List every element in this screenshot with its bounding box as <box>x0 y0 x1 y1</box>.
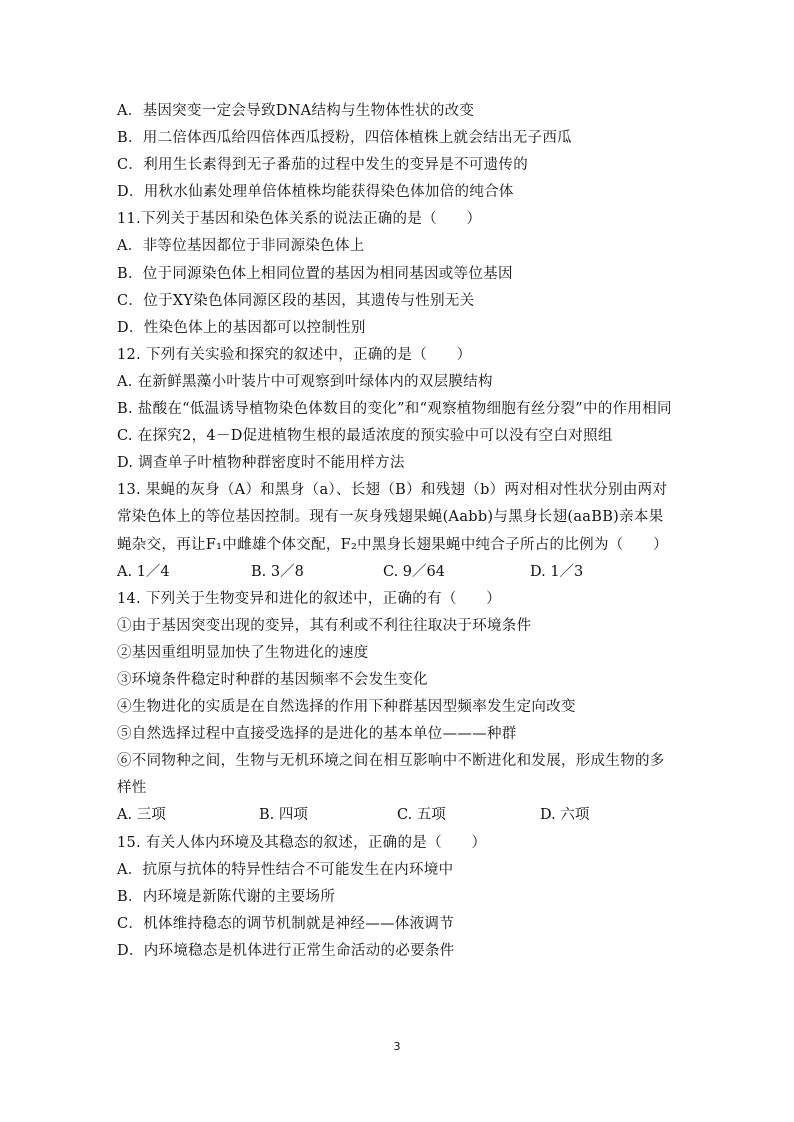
q13-options <box>117 559 677 586</box>
q11-option-b: B．位于同源染色体上相同位置的基因为相同基因或等位基因 <box>117 265 513 282</box>
q15-stem: 15. 有关人体内环境及其稳态的叙述，正确的是（ ） <box>117 834 487 851</box>
question-12 <box>117 342 677 477</box>
q15-option-d: D．内环境稳态是机体进行正常生命活动的必要条件 <box>117 942 455 959</box>
exam-page <box>117 98 677 965</box>
question-11 <box>117 206 677 341</box>
question-13 <box>117 477 677 585</box>
q14-options <box>117 802 677 829</box>
q14-statement-3: ③环境条件稳定时种群的基因频率不会发生变化 <box>117 671 428 688</box>
q12-option-a: A. 在新鲜黑藻小叶装片中可观察到叶绿体内的双层膜结构 <box>117 373 493 390</box>
q11-option-c: C．位于XY染色体同源区段的基因，其遗传与性别无关 <box>117 292 475 309</box>
q14-option-c: C. 五项 <box>397 807 446 824</box>
q13-option-c: C. 9／64 <box>383 563 445 580</box>
q13-option-a: A. 1／4 <box>117 563 170 580</box>
question-15 <box>117 830 677 965</box>
q12-stem: 12. 下列有关实验和探究的叙述中，正确的是（ ） <box>117 346 472 363</box>
page-number: 3 <box>393 1040 401 1053</box>
q13-option-b: B. 3／8 <box>251 563 304 580</box>
q14-statement-2: ②基因重组明显加快了生物进化的速度 <box>117 644 369 661</box>
q11-option-a: A．非等位基因都位于非同源染色体上 <box>117 238 365 255</box>
q14-statement-5: ⑤自然选择过程中直接受选择的是进化的基本单位———种群 <box>117 726 517 743</box>
q10-option-d: D．用秋水仙素处理单倍体植株均能获得染色体加倍的纯合体 <box>117 184 514 201</box>
q12-option-d: D. 调查单子叶植物种群密度时不能用样方法 <box>117 455 405 472</box>
q14-stem: 14. 下列关于生物变异和进化的叙述中，正确的有（ ） <box>117 590 502 607</box>
q12-option-b: B. 盐酸在“低温诱导植物染色体数目的变化”和“观察植物细胞有丝分裂”中的作用相同 <box>117 401 672 418</box>
q14-statement-6: ⑥不同物种之间，生物与无机环境之间在相互影响中不断进化和发展，形成生物的多样性 <box>117 753 665 797</box>
q11-stem: 11.下列关于基因和染色体关系的说法正确的是（ ） <box>117 211 482 228</box>
q14-statement-4: ④生物进化的实质是在自然选择的作用下种群基因型频率发生定向改变 <box>117 699 576 716</box>
q10-option-a: A．基因突变一定会导致DNA结构与生物体性状的改变 <box>117 103 475 119</box>
q15-option-a: A．抗原与抗体的特异性结合不可能发生在内环境中 <box>117 861 454 878</box>
q11-option-d: D．性染色体上的基因都可以控制性别 <box>117 319 366 336</box>
q12-option-c: C. 在探究2，4－D促进植物生根的最适浓度的预实验中可以没有空白对照组 <box>117 428 613 445</box>
question-14 <box>117 586 677 830</box>
q15-option-c: C．机体维持稳态的调节机制就是神经——体液调节 <box>117 915 454 932</box>
q13-option-d: D. 1／3 <box>530 563 584 580</box>
q14-option-d: D. 六项 <box>540 807 590 824</box>
q13-stem: 13. 果蝇的灰身（A）和黑身（a）、长翅（B）和残翅（b）两对相对性状分别由两对常染色体上的等位基因控制。现有一灰身残翅果蝇(Aabb)与黑身长翅(aaBB)亲本果蝇杂交，再让F₁中雌雄个体交配，F₂中黑身长翅果蝇中纯合子所占的比例为（ ） <box>117 482 668 553</box>
q14-statement-1: ①由于基因突变出现的变异，其有利或不利往往取决于环境条件 <box>117 617 532 634</box>
q10-option-c: C．利用生长素得到无子番茄的过程中发生的变异是不可遗传的 <box>117 157 528 174</box>
q14-option-b: B. 四项 <box>259 807 308 824</box>
q10-option-b: B．用二倍体西瓜给四倍体西瓜授粉，四倍体植株上就会结出无子西瓜 <box>117 130 572 147</box>
q15-option-b: B．内环境是新陈代谢的主要场所 <box>117 888 336 905</box>
q14-option-a: A. 三项 <box>117 807 166 824</box>
question-10-options <box>117 98 677 206</box>
